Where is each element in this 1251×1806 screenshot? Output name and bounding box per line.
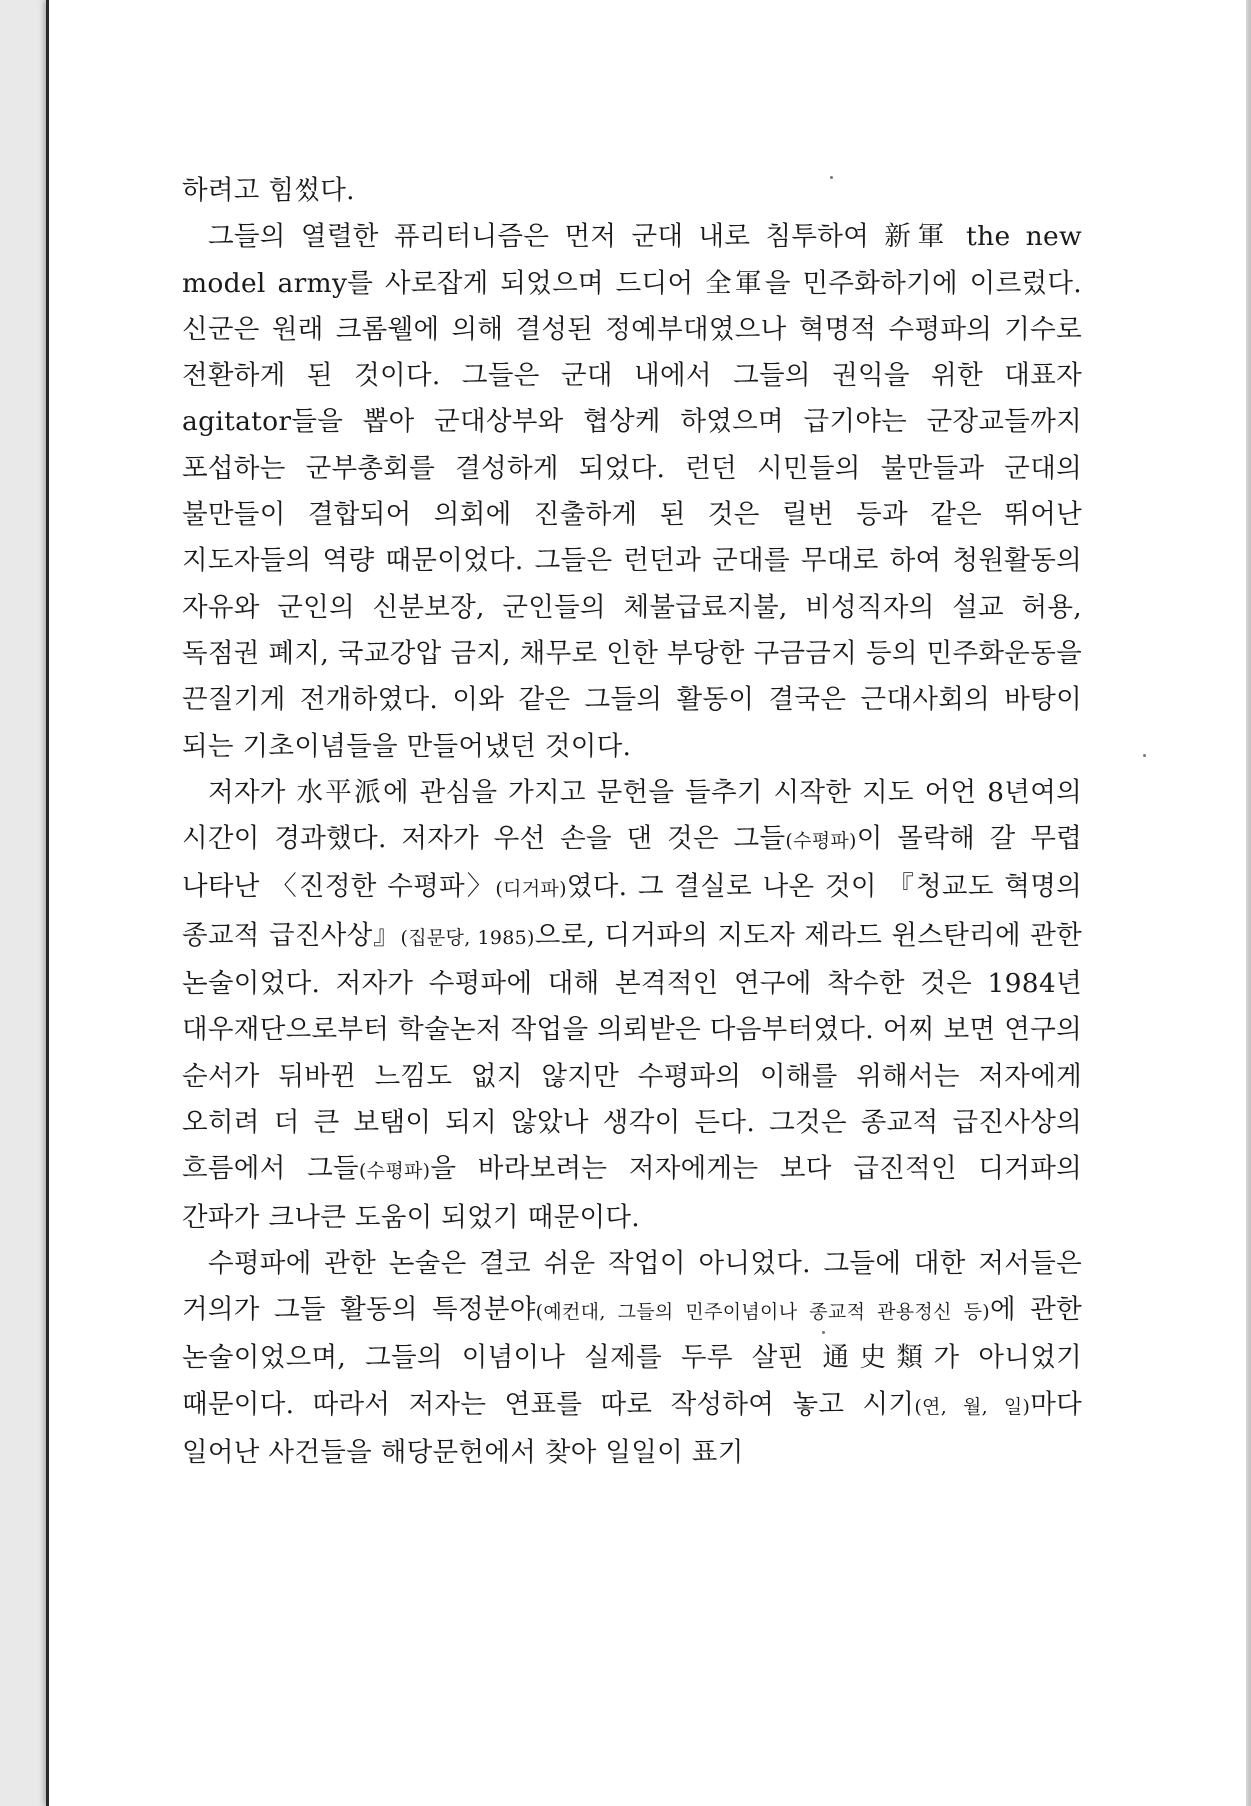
paragraph: [182, 214, 1082, 770]
paragraph-annotation: (예컨대, 그들의 민주이념이나 종교적 관용정신 등): [535, 1301, 991, 1324]
paragraph-text: 으로, 디거파의 지도자 제라드 윈스탄리에 관한 논술이었다. 저자가 수평파에 대해 본격적인 연구에 착수한 것은 1984년 대우재단으로부터 학술논저 작업을 의뢰받은 다음부터였다. 어찌 보면 연구의 순서가 뒤바뀐 느낌도 없지 않지만 수평파의 이해를 위해서는 저자에게 오히려 더 큰 보탬이 되지 않았나 생각이 든다. 그것은 종교적 급진사상의 흐름에서 그들: [182, 919, 1083, 1185]
paragraph-annotation: (집문당, 1985): [400, 926, 535, 949]
paragraph: [182, 168, 1082, 214]
paragraph-annotation: (수평파): [785, 830, 857, 853]
page-edge: [1246, 0, 1251, 1806]
paragraph-text: 그들의 열렬한 퓨리터니즘은 먼저 군대 내로 침투하여 新軍 the new model army를 사로잡게 되었으며 드디어 全軍을 민주화하기에 이르렀다. 신군은 원래 크롬웰에 의해 결성된 정예부대였으나 혁명적 수평파의 기수로 전환하게 된 것이다. 그들은 군대 내에서 그들의 권익을 위한 대표자 agitator들을 뽑아 군대상부와 협상케 하였으며 급기야는 군장교들까지 포섭하는 군부총회를 결성하게 되었다. 런던 시민들의 불만들과 군대의 불만들이 결합되어 의회에 진출하게 된 것은 릴번 등과 같은 뛰어난 지도자들의 역량 때문이었다. 그들은 런던과 군대를 무대로 하여 청원활동의 자유와 군인의 신분보장, 군인들의 체불급료지불, 비성직자의 설교 허용, 독점권 폐지, 국교강압 금지, 채무로 인한 부당한 구금금지 등의 민주화운동을 끈질기게 전개하였다. 이와 같은 그들의 활동이 결국은 근대사회의 바탕이 되는 기초이념들을 만들어냈던 것이다.: [182, 221, 1082, 762]
paragraph-text: 마다 일어난 사건들을 해당문헌에서 찾아 일일이 표기: [182, 1388, 1083, 1469]
paragraph-text: 을 바라보려는 저자에게는 보다 급진적인 디거파의 간파가 크나큰 도움이 되었기 때문이다.: [182, 1153, 1082, 1233]
paragraph-text: 저자가 水平派에 관심을 가지고 문헌을 들추기 시작한 지도 어언 8년여의 시간이 경과했다. 저자가 우선 손을 댄 것은 그들: [182, 776, 1082, 855]
paragraph-annotation: (연, 월, 일): [914, 1395, 1031, 1418]
paragraph-annotation: (디거파): [495, 878, 567, 901]
paragraph-text: 이 몰락해 갈 무렵 나타난 〈진정한 수평파〉: [182, 823, 1082, 903]
paragraph-text: 에 관한 논술이었으며, 그들의 이념이나 실제를 두루 살핀 通史類가 아니었기 때문이다. 따라서 저자는 연표를 따로 작성하여 놓고 시기: [182, 1294, 1082, 1420]
paragraph-text: 하려고 힘썼다.: [182, 175, 355, 206]
paragraph-text: 였다. 그 결실로 나온 것이 『청교도 혁명의 종교적 급진사상』: [182, 871, 1083, 951]
body-text: [182, 168, 1082, 1476]
paragraph: [182, 770, 1082, 1241]
scan-speck: [1143, 754, 1146, 757]
paragraph: [182, 1241, 1082, 1476]
paragraph-text: 수평파에 관한 논술은 결코 쉬운 작업이 아니었다. 그들에 대한 저서들은 거의가 그들 활동의 특정분야: [182, 1247, 1082, 1326]
paragraph-annotation: (수평파): [358, 1160, 431, 1183]
